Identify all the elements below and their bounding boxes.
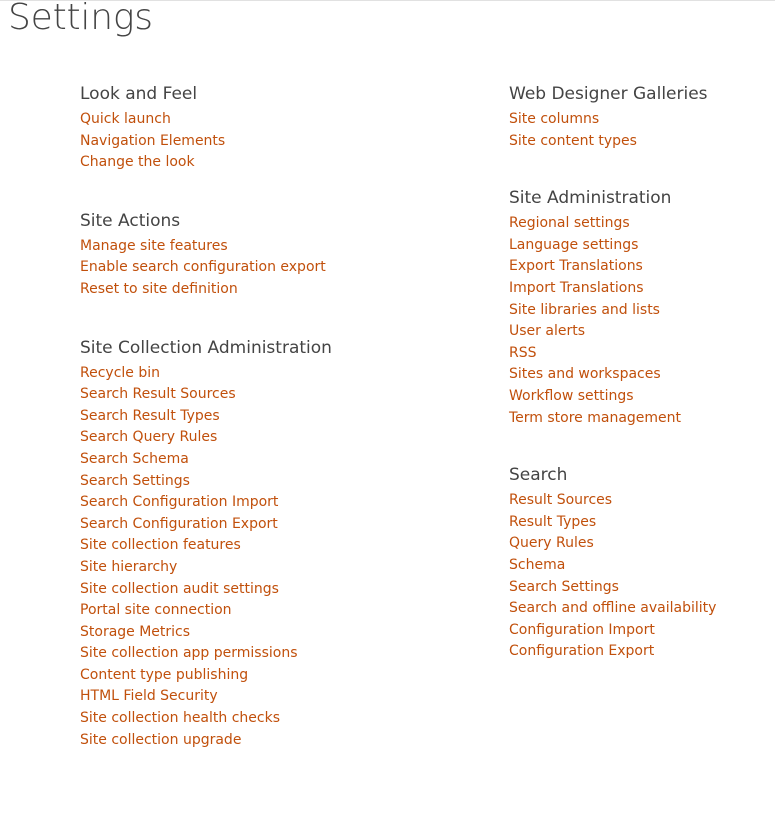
link-navigation-elements[interactable]: Navigation Elements [80, 132, 226, 149]
link-quick-launch[interactable]: Quick launch [80, 111, 171, 127]
list-item [509, 553, 769, 575]
section-site-administration [509, 187, 769, 427]
link-search-settings[interactable]: Search Settings [509, 578, 619, 595]
settings-right-column [509, 83, 769, 661]
link-query-rules[interactable]: Query Rules [509, 535, 594, 552]
list-item [80, 447, 480, 469]
list-item [509, 233, 769, 255]
link-site-content-types[interactable]: Site content types [509, 132, 637, 149]
link-search-schema[interactable]: Search Schema [80, 450, 189, 467]
list-item [509, 107, 769, 129]
link-change-the-look[interactable]: Change the look [80, 154, 195, 171]
link-schema[interactable]: Schema [509, 556, 566, 573]
link-search-result-types[interactable]: Search Result Types [80, 407, 220, 424]
link-site-columns[interactable]: Site columns [509, 111, 600, 127]
link-workflow-settings[interactable]: Workflow settings [509, 387, 634, 404]
link-site-collection-features[interactable]: Site collection features [80, 537, 241, 554]
link-search-result-sources[interactable]: Search Result Sources [80, 386, 236, 403]
list-item [509, 341, 769, 363]
link-html-field-security[interactable]: HTML Field Security [80, 688, 218, 705]
settings-left-column [80, 83, 480, 749]
list-item [80, 490, 480, 512]
list-item [509, 129, 769, 151]
list-item [80, 663, 480, 685]
list-item [80, 728, 480, 750]
link-portal-site-connection[interactable]: Portal site connection [80, 602, 232, 619]
link-import-translations[interactable]: Import Translations [509, 279, 644, 296]
list-item [509, 575, 769, 597]
list-item [80, 129, 480, 151]
link-reset-to-site-definition[interactable]: Reset to site definition [80, 280, 238, 297]
list-item [509, 639, 769, 661]
list-item [509, 384, 769, 406]
section-site-actions [80, 210, 480, 299]
link-search-and-offline-availability[interactable]: Search and offline availability [509, 600, 717, 617]
link-user-alerts[interactable]: User alerts [509, 323, 585, 340]
list-item [80, 684, 480, 706]
list-item [509, 362, 769, 384]
list-item [80, 469, 480, 491]
list-item [80, 620, 480, 642]
link-search-query-rules[interactable]: Search Query Rules [80, 429, 218, 446]
list-item [80, 577, 480, 599]
list-item [509, 406, 769, 428]
link-site-collection-app-permissions[interactable]: Site collection app permissions [80, 645, 298, 662]
list-item [509, 254, 769, 276]
link-manage-site-features[interactable]: Manage site features [80, 237, 228, 254]
section-heading: Site Administration [509, 188, 672, 209]
link-rss[interactable]: RSS [509, 344, 537, 361]
section-web-designer-galleries [509, 83, 769, 150]
list-item [509, 298, 769, 320]
list-item [80, 555, 480, 577]
link-list [509, 488, 769, 661]
link-list [80, 234, 480, 299]
link-search-configuration-import[interactable]: Search Configuration Import [80, 494, 279, 511]
link-site-collection-audit-settings[interactable]: Site collection audit settings [80, 580, 279, 597]
link-configuration-export[interactable]: Configuration Export [509, 643, 655, 660]
link-list [509, 211, 769, 427]
list-item [80, 277, 480, 299]
link-term-store-management[interactable]: Term store management [509, 409, 682, 426]
link-site-collection-upgrade[interactable]: Site collection upgrade [80, 731, 242, 748]
link-language-settings[interactable]: Language settings [509, 236, 639, 253]
link-storage-metrics[interactable]: Storage Metrics [80, 623, 191, 640]
link-site-hierarchy[interactable]: Site hierarchy [80, 558, 178, 575]
section-heading: Site Collection Administration [80, 337, 332, 358]
link-search-configuration-export[interactable]: Search Configuration Export [80, 515, 278, 532]
list-item [509, 531, 769, 553]
section-look-and-feel [80, 83, 480, 172]
list-item [80, 641, 480, 663]
list-item [80, 533, 480, 555]
list-item [80, 150, 480, 172]
link-result-sources[interactable]: Result Sources [509, 492, 613, 509]
section-heading: Site Actions [80, 210, 181, 231]
list-item [80, 255, 480, 277]
link-list [509, 107, 769, 150]
section-search [509, 464, 769, 661]
list-item [509, 211, 769, 233]
section-heading: Web Designer Galleries [509, 84, 708, 104]
list-item [80, 361, 480, 383]
list-item [509, 319, 769, 341]
section-heading: Search [509, 465, 568, 486]
list-item [80, 512, 480, 534]
link-enable-search-configuration-export[interactable]: Enable search configuration export [80, 259, 326, 276]
list-item [509, 276, 769, 298]
list-item [80, 404, 480, 426]
page-title: Settings [8, 0, 153, 38]
list-item [80, 598, 480, 620]
list-item [80, 706, 480, 728]
list-item [80, 107, 480, 129]
list-item [509, 618, 769, 640]
link-export-translations[interactable]: Export Translations [509, 258, 643, 275]
link-list [80, 107, 480, 172]
list-item [509, 488, 769, 510]
link-regional-settings[interactable]: Regional settings [509, 215, 630, 232]
list-item [80, 425, 480, 447]
link-configuration-import[interactable]: Configuration Import [509, 621, 655, 638]
link-search-settings[interactable]: Search Settings [80, 472, 190, 489]
section-heading: Look and Feel [80, 84, 198, 104]
link-result-types[interactable]: Result Types [509, 513, 597, 530]
list-item [80, 234, 480, 256]
list-item [80, 382, 480, 404]
list-item [509, 596, 769, 618]
list-item [509, 510, 769, 532]
link-site-libraries-and-lists[interactable]: Site libraries and lists [509, 301, 660, 318]
link-content-type-publishing[interactable]: Content type publishing [80, 666, 249, 683]
link-recycle-bin[interactable]: Recycle bin [80, 364, 160, 381]
link-list [80, 361, 480, 750]
link-sites-and-workspaces[interactable]: Sites and workspaces [509, 366, 661, 383]
section-site-collection-administration [80, 337, 480, 750]
link-site-collection-health-checks[interactable]: Site collection health checks [80, 710, 280, 727]
